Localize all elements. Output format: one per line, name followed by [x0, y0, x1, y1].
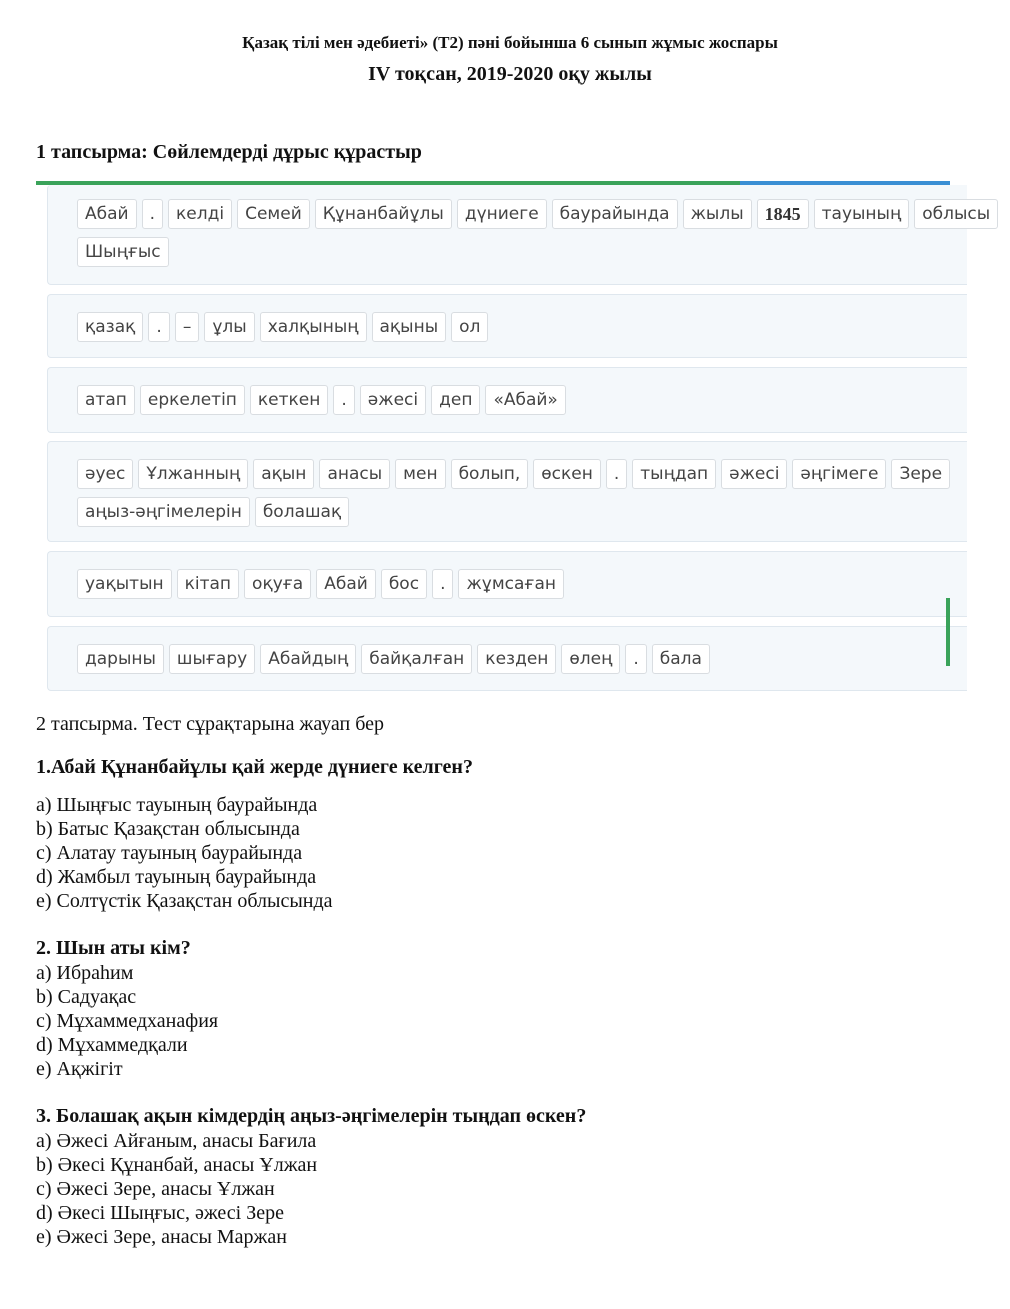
word-chip[interactable]: . — [625, 644, 646, 674]
word-chip[interactable]: облысы — [914, 199, 998, 229]
option-e: e) Әжесі Зере, анасы Маржан — [36, 1226, 287, 1248]
sentence-panel-3[interactable] — [47, 367, 967, 433]
chip-row — [77, 385, 566, 415]
page-subtitle: IV тоқсан, 2019-2020 оқу жылы — [368, 63, 652, 85]
option-c: c) Әжесі Зере, анасы Ұлжан — [36, 1178, 275, 1200]
option-d: d) Мұхаммедқали — [36, 1034, 188, 1056]
sentence-panel-2[interactable] — [47, 294, 967, 358]
option-d: d) Әкесі Шыңғыс, әжесі Зере — [36, 1202, 284, 1224]
sentence-panel-5[interactable] — [47, 551, 967, 617]
word-chip[interactable]: уақытын — [77, 569, 172, 599]
chip-row — [77, 497, 349, 527]
word-chip[interactable]: бала — [652, 644, 710, 674]
word-chip[interactable]: әжесі — [721, 459, 787, 489]
word-chip[interactable]: бос — [381, 569, 427, 599]
question-3-options — [36, 1129, 317, 1249]
word-chip[interactable]: тыңдап — [632, 459, 716, 489]
word-chip[interactable]: Абай — [316, 569, 376, 599]
word-chip[interactable]: Абай — [77, 199, 137, 229]
word-chip[interactable]: өлең — [561, 644, 620, 674]
sentence-panel-4[interactable] — [47, 441, 967, 542]
question-1-options — [36, 793, 333, 913]
word-chip[interactable]: ол — [451, 312, 488, 342]
word-chip[interactable]: келді — [168, 199, 232, 229]
word-chip[interactable]: болашақ — [255, 497, 349, 527]
question-2: 2. Шын аты кім? — [36, 937, 191, 959]
word-chip[interactable]: – — [175, 312, 200, 342]
word-chip[interactable]: әуес — [77, 459, 133, 489]
chip-row — [77, 237, 169, 267]
word-chip[interactable]: . — [142, 199, 163, 229]
task1-title: 1 тапсырма: Сөйлемдерді дұрыс құрастыр — [36, 141, 422, 163]
word-chip[interactable]: байқалған — [361, 644, 472, 674]
word-chip[interactable]: . — [606, 459, 627, 489]
word-chip[interactable]: аңыз-әңгімелерін — [77, 497, 250, 527]
word-chip[interactable]: жұмсаған — [458, 569, 564, 599]
word-chip[interactable]: кеткен — [250, 385, 328, 415]
option-c: c) Мұхаммедханафия — [36, 1010, 219, 1032]
word-chip[interactable]: Зере — [891, 459, 950, 489]
option-c: c) Алатау тауының баурайында — [36, 842, 303, 864]
word-chip[interactable]: қазақ — [77, 312, 143, 342]
word-chip[interactable]: деп — [431, 385, 480, 415]
word-chip[interactable]: . — [148, 312, 169, 342]
word-chip[interactable]: Құнанбайұлы — [315, 199, 452, 229]
option-b: b) Әкесі Құнанбай, анасы Ұлжан — [36, 1154, 318, 1176]
word-chip[interactable]: 1845 — [757, 199, 809, 229]
chip-row — [77, 569, 564, 599]
option-e: e) Ақжігіт — [36, 1058, 123, 1080]
word-chip[interactable]: «Абай» — [485, 385, 565, 415]
option-b: b) Садуақас — [36, 986, 137, 1008]
task2-title: 2 тапсырма. Тест сұрақтарына жауап бер — [36, 713, 385, 735]
question-2-options — [36, 961, 218, 1081]
option-a: a) Шыңғыс тауының баурайында — [36, 794, 318, 816]
scroll-indicator — [946, 598, 950, 666]
question-3: 3. Болашақ ақын кімдердің аңыз-әңгімелерін тыңдап өскен? — [36, 1105, 587, 1127]
word-chip[interactable]: баурайында — [552, 199, 678, 229]
sentence-panel-6[interactable] — [47, 626, 967, 691]
chip-row — [77, 199, 998, 229]
page-title: Қазақ тілі мен әдебиеті» (Т2) пәні бойынша 6 сынып жұмыс жоспары — [242, 33, 778, 52]
option-d: d) Жамбыл тауының баурайында — [36, 866, 317, 888]
word-chip[interactable]: мен — [395, 459, 445, 489]
word-chip[interactable]: ақыны — [372, 312, 447, 342]
word-chip[interactable]: өскен — [533, 459, 601, 489]
sentence-panel-1[interactable] — [47, 185, 991, 285]
word-chip[interactable]: ақын — [253, 459, 314, 489]
word-chip[interactable]: . — [333, 385, 354, 415]
word-chip[interactable]: дүниеге — [457, 199, 547, 229]
word-chip[interactable]: болып, — [451, 459, 529, 489]
option-a: a) Ибраһим — [36, 962, 134, 984]
word-chip[interactable]: Шыңғыс — [77, 237, 169, 267]
word-chip[interactable]: оқуға — [244, 569, 311, 599]
option-a: a) Әжесі Айғаным, анасы Бағила — [36, 1130, 317, 1152]
word-chip[interactable]: анасы — [319, 459, 390, 489]
word-chip[interactable]: ұлы — [204, 312, 254, 342]
word-chip[interactable]: дарыны — [77, 644, 164, 674]
word-chip[interactable]: кітап — [177, 569, 239, 599]
word-chip[interactable]: еркелетіп — [140, 385, 245, 415]
option-e: e) Солтүстік Қазақстан облысында — [36, 890, 333, 912]
word-chip[interactable]: әңгімеге — [792, 459, 886, 489]
chip-row — [77, 459, 950, 489]
option-b: b) Батыс Қазақстан облысында — [36, 818, 300, 840]
word-chip[interactable]: кезден — [477, 644, 556, 674]
chip-row — [77, 644, 710, 674]
word-chip[interactable]: тауының — [814, 199, 910, 229]
word-chip[interactable]: халқының — [260, 312, 367, 342]
chip-row — [77, 312, 488, 342]
word-chip[interactable]: Абайдың — [260, 644, 356, 674]
word-chip[interactable]: жылы — [683, 199, 752, 229]
word-chip[interactable]: Ұлжанның — [138, 459, 248, 489]
word-chip[interactable]: . — [432, 569, 453, 599]
question-1: 1.Абай Құнанбайұлы қай жерде дүниеге келген? — [36, 756, 473, 778]
word-chip[interactable]: шығару — [169, 644, 255, 674]
word-chip[interactable]: атап — [77, 385, 135, 415]
word-chip[interactable]: Семей — [237, 199, 310, 229]
word-chip[interactable]: әжесі — [360, 385, 426, 415]
